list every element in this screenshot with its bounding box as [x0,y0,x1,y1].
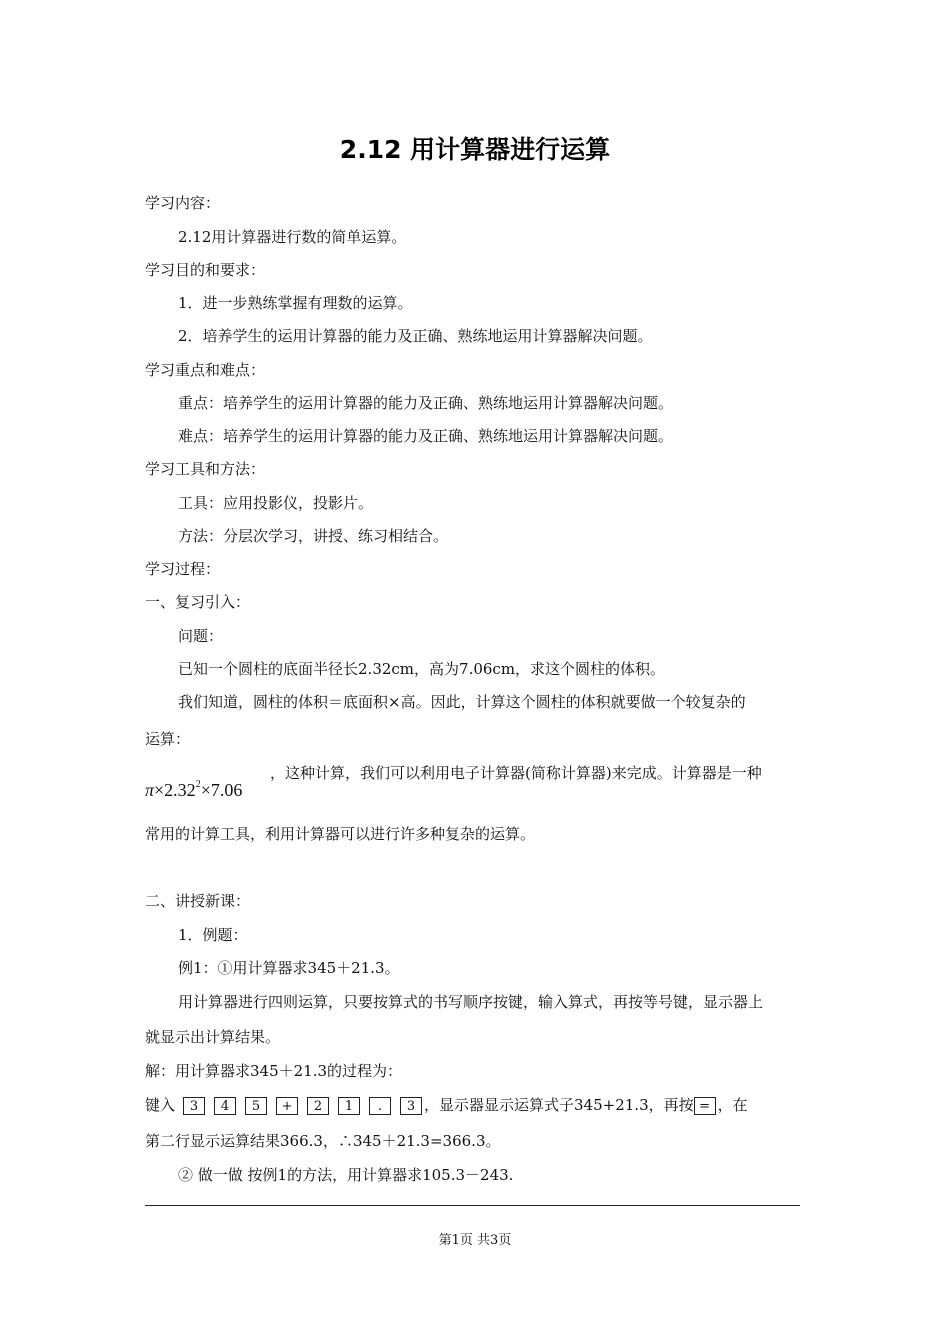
process-heading: 学习过程： [145,560,221,578]
focus-text: 重点：培养学生的运用计算器的能力及正确、熟练地运用计算器解决问题。 [178,394,674,412]
key-prefix: 键入 [145,1096,176,1114]
paragraph-volume-cont: 运算： [145,730,191,748]
tools-text: 工具：应用投影仪，投影片。 [178,494,374,512]
focus-heading: 学习重点和难点： [145,361,266,379]
key-plus: + [276,1097,298,1115]
key-middle-text: ，显示器显示运算式子345+21.3，再按 [424,1096,694,1114]
goal-item-1: 1．进一步熟练掌握有理数的运算。 [178,294,413,312]
paragraph-calculator: ，这种计算，我们可以利用电子计算器(简称计算器)来完成。计算器是一种 [270,764,762,782]
try-it: ② 做一做 按例1的方法，用计算器求105.3－243. [178,1166,514,1184]
question-text: 已知一个圆柱的底面半径长2.32cm，高为7.06cm，求这个圆柱的体积。 [178,660,666,678]
content-item: 2.12用计算器进行数的简单运算。 [178,228,407,246]
question-label: 问题： [178,627,224,645]
footer-divider [145,1205,800,1206]
key-dot: . [369,1097,391,1115]
formula-radius: ×2.32 [154,780,196,800]
paragraph-volume: 我们知道，圆柱的体积＝底面积×高。因此，计算这个圆柱的体积就要做一个较复杂的 [178,693,746,711]
key-3: 3 [183,1097,205,1115]
key-5: 5 [245,1097,267,1115]
formula-exponent: 2 [195,779,201,790]
pi-symbol: π [145,780,155,800]
paragraph-arithmetic-cont: 就显示出计算结果。 [145,1028,281,1046]
paragraph-calculator-cont: 常用的计算工具，利用计算器可以进行许多种复杂的运算。 [145,825,536,843]
key-2: 2 [307,1097,329,1115]
tools-heading: 学习工具和方法： [145,460,266,478]
example-label: 1．例题： [178,926,248,944]
key-3b: 3 [400,1097,422,1115]
goal-item-2: 2．培养学生的运用计算器的能力及正确、熟练地运用计算器解决问题。 [178,327,653,345]
key-1: 1 [338,1097,360,1115]
review-heading: 一、复习引入： [145,593,251,611]
example-1: 例1：①用计算器求345＋21.3。 [178,959,400,977]
formula-height: ×7.06 [200,780,243,800]
key-4: 4 [214,1097,236,1115]
page-footer: 第1页 共3页 [438,1233,512,1248]
goals-heading: 学习目的和要求： [145,261,266,279]
paragraph-arithmetic: 用计算器进行四则运算，只要按算式的书写顺序按键，输入算式，再按等号键，显示器上 [178,993,764,1011]
solution-intro: 解：用计算器求345＋21.3的过程为： [145,1062,403,1080]
result-line: 第二行显示运算结果366.3，∴345＋21.3=366.3。 [145,1132,501,1150]
key-equals: = [694,1097,716,1115]
difficulty-text: 难点：培养学生的运用计算器的能力及正确、熟练地运用计算器解决问题。 [178,427,674,445]
key-sequence-line [145,1094,810,1116]
volume-formula [145,772,242,803]
methods-text: 方法：分层次学习，讲授、练习相结合。 [178,527,449,545]
content-heading: 学习内容： [145,194,221,212]
key-suffix: ，在 [717,1096,748,1114]
new-lesson-heading: 二、讲授新课： [145,892,251,910]
page-title: 2.12 用计算器进行运算 [339,135,611,164]
